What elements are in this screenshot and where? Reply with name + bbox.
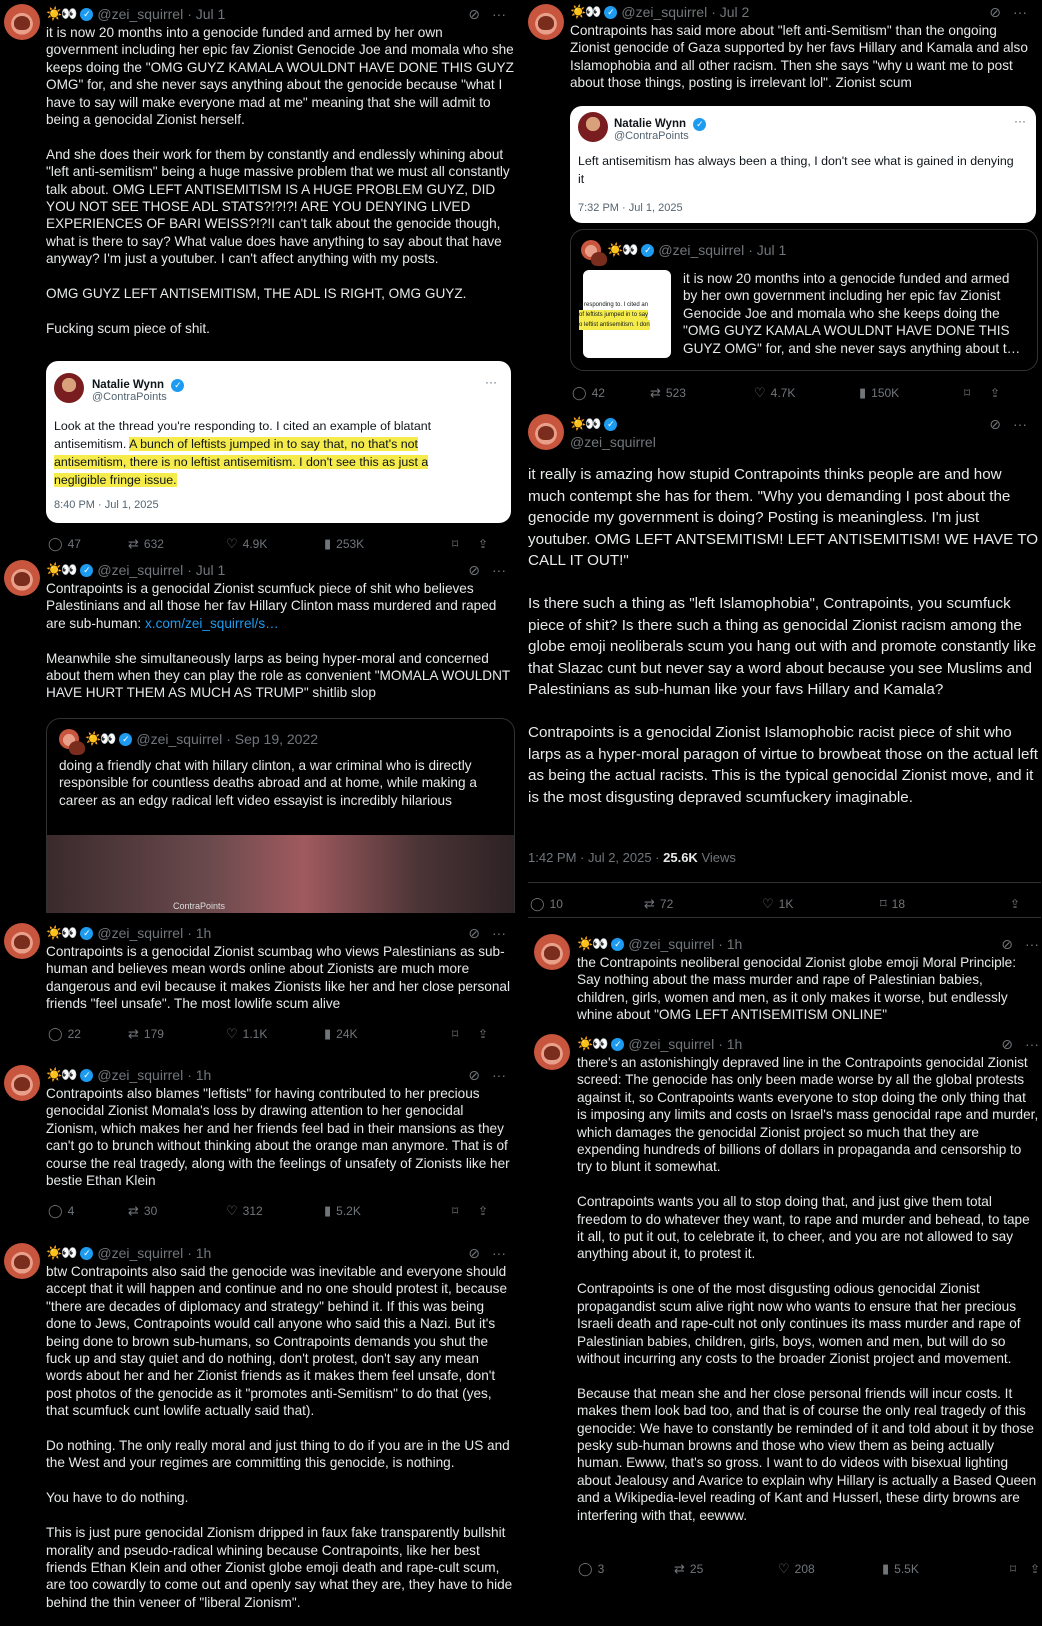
avatar[interactable] <box>534 1034 570 1070</box>
like-count: 4.7K <box>770 386 796 400</box>
views-button[interactable] <box>882 1561 1010 1577</box>
tweet-top-icons <box>468 6 506 23</box>
avatar[interactable] <box>4 560 40 596</box>
quoted-tweet-card[interactable] <box>46 718 515 913</box>
tweet-text: it is now 20 months into a genocide funded and armed by her own government including her epic fav Zionist Genocide Joe and momala who she keeps doing the "OMG GUYZ KAMALA WOULDNT HAVE DONE THIS GUYZ OMG" for, and she never says anything about the genocide because "what I have to say will make everyone mad at me" meaning that she will admit to being a genocidal Zionist herself. And she does their work for them by constantly and endlessly whining about "left anti-semitism" being a huge massive problem that we must all constantly talk about. OMG LEFT ANTISEMITISM IS A HUGE PROBLEM GUYZ, DID YOU NOT SEE THOSE ADL STATS?!?!?! ARE YOU DENYING LIVED EXPERIENCES OF BARI WEISS?!?!I can't talk about the genocide though, what is there to say? What value does have anything to say about that have anyway? I'm just a youtuber. I can't affect anything with my posts. OMG GUYZ LEFT ANTISEMITISM, THE ADL IS RIGHT, OMG GUYZ. Fucking scum piece of shit. <box>46 25 514 336</box>
retweet-icon: ⇄ <box>674 1561 685 1576</box>
views-count: 5.5K <box>894 1562 919 1576</box>
retweet-count: 632 <box>143 537 164 551</box>
views-number: 25.6K <box>663 850 698 865</box>
avatar[interactable] <box>4 1243 40 1279</box>
user-emojis: ☀️👀 <box>607 242 638 257</box>
views-count: 24K <box>336 1027 358 1041</box>
user-handle[interactable]: @zei_squirrel <box>628 1036 715 1052</box>
reply-icon: ◯ <box>48 1026 63 1041</box>
reply-count: 4 <box>67 1204 75 1218</box>
retweet-button[interactable] <box>128 536 226 552</box>
retweet-icon: ⇄ <box>644 896 655 911</box>
grok-icon[interactable]: ⊘ <box>989 416 1001 432</box>
tweet-time[interactable]: · 1h <box>187 1245 212 1261</box>
tweet-actions <box>572 385 1042 401</box>
retweet-count: 72 <box>659 897 674 911</box>
share-icon[interactable]: ⇪ <box>478 1204 489 1218</box>
tweet-time[interactable]: · 1h <box>187 1067 212 1083</box>
tweet-card[interactable] <box>0 919 520 1049</box>
grok-icon[interactable]: ⊘ <box>468 6 480 22</box>
tweet-text: the Contrapoints neoliberal genocidal Zionist globe emoji Moral Principle: Say nothing about the mass murder and rape of Palestinian babies, children, girls, women and men, as it only makes it worse, but endlessly whine about "OMG LEFT ANTISEMITISM ONLINE" <box>577 955 1020 1023</box>
tweet-header <box>577 936 742 952</box>
tweet-header <box>46 562 225 578</box>
reply-button[interactable] <box>48 1203 128 1219</box>
views-count: 253K <box>336 537 365 551</box>
quoted-user-handle: @ContraPoints <box>92 391 167 403</box>
reply-count: 47 <box>67 537 81 551</box>
user-emojis: ☀️👀 <box>85 731 116 746</box>
verified-badge-icon: ✓ <box>611 938 624 951</box>
heart-icon: ♡ <box>762 896 774 911</box>
tweet-header <box>46 925 211 941</box>
reply-count: 3 <box>597 1562 605 1576</box>
reply-button[interactable] <box>48 1026 128 1042</box>
more-icon[interactable]: ··· <box>1013 416 1027 432</box>
like-button[interactable] <box>754 385 859 401</box>
retweet-button[interactable] <box>644 896 762 912</box>
tweet-top-icons <box>1001 1036 1039 1053</box>
quoted-header <box>607 242 786 258</box>
reply-icon: ◯ <box>572 385 587 400</box>
quoted-timestamp: 8:40 PM · Jul 1, 2025 <box>54 499 159 511</box>
tweet-time[interactable]: · 1h <box>187 925 212 941</box>
like-button[interactable] <box>778 1561 882 1577</box>
tweet-top-icons <box>989 416 1027 433</box>
verified-badge-icon: ✓ <box>80 8 93 21</box>
thumb-line: o leftist antisemitism. I don <box>579 322 650 328</box>
tweet-time[interactable]: · 1h <box>718 936 743 952</box>
grok-icon[interactable]: ⊘ <box>468 925 480 941</box>
retweet-count: 30 <box>143 1204 158 1218</box>
tweet-header <box>570 4 749 20</box>
reply-button[interactable] <box>572 385 650 401</box>
tweet-text: there's an astonishingly depraved line in the Contrapoints genocidal Zionist screed: The genocide has only been made worse by all the global protests against it, so Contrapoints wants everyone to stop doing the only thing that is imposing any limits and costs on Israel's mass genocidal rape and murder, which damages the genocidal Zionist project so much that they are expending hundreds of billions of dollars in propaganda and censorship to try to blunt it somewhat. Contrapoints wants you all to stop doing that, and just give them total freedom to do whatever they want, to rape and murder and behead, to tape it all, to put it out, to celebrate it, to cheer, and you are not allowed to say anything about it, to protest it. Contrapoints is one of the most disgusting odious genocidal Zionist propagandist scum alive right now who wants to ensure that her precious Israeli death and rape-cult not only continues its mass murder and rape of Palestinian babies, children, girls, boys, women and men, but will do so without incurring any costs to the broader Zionist project and movement. Because that mean she and her close personal friends will incur costs. It makes them look bad too, and that is of course the only real tragedy of this genocide: We have to constantly be reminded of it and told about it by those pesky sub-human browns and those who view them as being actually human. Ewww, that's so gross. I want to do videos with bisexual lighting about Jealousy and Avarice to explain why Hillary is actually a Based Queen and a Wikipedia-level reading of Kant and Husserl, these dirty browns are interfering with that, eewww. <box>577 1055 1039 1523</box>
more-icon[interactable]: ··· <box>1013 4 1027 20</box>
views-label: Views <box>697 850 736 865</box>
views-count: 5.2K <box>336 1204 361 1218</box>
user-emojis: ☀️👀 <box>46 562 77 577</box>
verified-badge-icon: ✓ <box>611 1038 624 1051</box>
tweet-time[interactable]: · Jul 1 <box>187 562 226 578</box>
verified-badge-icon: ✓ <box>119 733 132 746</box>
retweet-icon: ⇄ <box>650 385 661 400</box>
views-button[interactable] <box>324 1203 452 1219</box>
retweet-count: 25 <box>689 1562 704 1576</box>
like-count: 1.1K <box>242 1027 268 1041</box>
thumb-line: e responding to. I cited an <box>579 302 649 308</box>
grok-icon[interactable]: ⊘ <box>1001 936 1013 952</box>
tweet-text: Contrapoints also blames "leftists" for having contributed to her precious genocidal Zionist Momala's loss by drawing attention to her genocidal Zionism, which makes her and her friends feel bad in their mansions as they can't go to brunch without thinking about the orange man anymore. That is of course the real tragedy, along with the feelings of unsafety of Zionists like her bestie Ethan Klein <box>46 1086 514 1189</box>
user-handle[interactable]: @zei_squirrel <box>97 6 184 22</box>
tweet-header <box>46 6 225 22</box>
retweet-icon: ⇄ <box>128 1203 139 1218</box>
quoted-text-plain: Look at the thread you're responding to. I cited an example of blatant antisemitism. <box>54 419 432 451</box>
tweet-header <box>570 416 617 432</box>
user-emojis: ☀️👀 <box>577 1036 608 1051</box>
avatar <box>578 112 608 142</box>
verified-badge-icon: ✓ <box>641 244 654 257</box>
quoted-time: · Sep 19, 2022 <box>226 731 319 747</box>
tweet-text-part: Meanwhile she simultaneously larps as being hyper-moral and concerned about them when they can play the role as convenient "MOMALA WOULDNT HAVE HURT THEM AS MUCH AS TRUMP" shitlib slop <box>46 650 510 701</box>
more-icon[interactable]: ··· <box>492 925 506 941</box>
user-emojis: ☀️👀 <box>46 1245 77 1260</box>
views-button[interactable] <box>324 1026 452 1042</box>
views-button[interactable] <box>859 385 964 401</box>
tweet-text <box>46 580 514 702</box>
tweet-time[interactable]: · Jul 2 <box>711 4 750 20</box>
more-icon[interactable]: ··· <box>492 562 506 578</box>
avatar[interactable] <box>528 4 564 40</box>
retweet-icon: ⇄ <box>128 536 139 551</box>
grok-icon[interactable]: ⊘ <box>468 562 480 578</box>
grok-icon[interactable]: ⊘ <box>1001 1036 1013 1052</box>
views-icon: ▮ <box>859 385 867 400</box>
reply-count: 22 <box>67 1027 81 1041</box>
user-handle[interactable]: @zei_squirrel <box>628 936 715 952</box>
views-icon: ▮ <box>882 1561 890 1576</box>
user-handle[interactable]: @zei_squirrel <box>621 4 708 20</box>
verified-badge-icon: ✓ <box>604 418 617 431</box>
avatar[interactable] <box>4 923 40 959</box>
share-icon[interactable]: ⇪ <box>1030 1562 1041 1576</box>
quoted-tweet-card[interactable] <box>46 361 511 523</box>
tweet-card[interactable] <box>520 932 1041 1032</box>
retweet-button[interactable] <box>128 1203 226 1219</box>
user-emojis: ☀️👀 <box>46 6 77 21</box>
quoted-text: Left antisemitism has always been a thing, I don't see what is gained in denying it <box>578 154 1014 186</box>
heart-icon: ♡ <box>226 536 238 551</box>
reply-button[interactable] <box>530 896 644 912</box>
user-emojis: ☀️👀 <box>577 936 608 951</box>
more-icon[interactable]: ··· <box>1025 936 1039 952</box>
tweet-timestamp <box>528 850 736 865</box>
heart-icon: ♡ <box>226 1203 238 1218</box>
reply-button[interactable] <box>48 536 128 552</box>
user-emojis: ☀️👀 <box>46 925 77 940</box>
retweet-button[interactable] <box>650 385 754 401</box>
like-count: 4.9K <box>242 537 268 551</box>
quoted-user-name: Natalie Wynn <box>92 379 164 391</box>
tweet-text: it really is amazing how stupid Contrapoints thinks people are and how much contempt she has for them. "Why you demanding I post about the genocide my government is doing? Posting is meaningless. I'm just youtuber. OMG LEFT ANTSEMITISM! LEFT ANTISEMITISM! WE HAVE TO CALL IT OUT!" Is there such a thing as "left Islamophobia", Contrapoints, you scumfuck piece of shit? Is there such a thing as genocidal Zionist racism among the globe emoji neoliberals scum you hang out with and promote constantly like that Slazac cunt but never say a word about because you see Muslims and Palestinians as sub-human like your favs Hillary and Kamala? Contrapoints is a genocidal Zionist Islamophobic racist piece of shit who larps as a hyper-moral paragon of virtue to browbeat those on the actual left as being the actual racists. This is the typical genocidal Zionist move, and it is the most disgusting depraved scumfuckery imaginable. <box>528 466 1039 806</box>
bookmark-icon: ⌑ <box>880 896 887 911</box>
more-icon[interactable]: ··· <box>1025 1036 1039 1052</box>
quoted-media[interactable] <box>47 835 514 913</box>
more-icon: ··· <box>485 375 497 389</box>
reply-button[interactable] <box>578 1561 674 1577</box>
tweet-card[interactable] <box>0 1061 520 1218</box>
verified-badge-icon: ✓ <box>80 564 93 577</box>
tweet-actions <box>48 536 512 552</box>
bookmark-button[interactable] <box>880 896 1010 912</box>
user-handle: @zei_squirrel <box>658 242 745 258</box>
thumb-line: of leftists jumped in to say <box>579 312 649 318</box>
like-button[interactable] <box>226 536 324 552</box>
share-icon[interactable]: ⇪ <box>1010 897 1021 911</box>
like-count: 208 <box>794 1562 815 1576</box>
quoted-text: doing a friendly chat with hillary clinton, a war criminal who is directly responsible for countless deaths abroad and at home, while making a career as an edgy radical left video essayist is incredibly hilarious <box>59 758 481 808</box>
retweet-button[interactable] <box>128 1026 226 1042</box>
views-icon: ▮ <box>324 1203 332 1218</box>
more-icon: ··· <box>1014 114 1026 128</box>
quoted-header <box>85 731 318 747</box>
heart-icon: ♡ <box>778 1561 790 1576</box>
tweet-card[interactable] <box>0 1239 520 1626</box>
bookmark-icon[interactable]: ⌑ <box>452 1027 459 1041</box>
verified-badge-icon: ✓ <box>80 1069 93 1082</box>
reply-icon: ◯ <box>48 1203 63 1218</box>
avatar <box>54 373 84 403</box>
tweet-card[interactable] <box>520 1032 1041 1626</box>
heart-icon: ♡ <box>754 385 766 400</box>
tweet-actions <box>578 1561 1041 1577</box>
tweet-card[interactable] <box>0 556 520 912</box>
tweet-top-icons <box>1001 936 1039 953</box>
tweet-text: Contrapoints has said more about "left anti-Semitism" than the ongoing Zionist genocide of Gaza supported by her favs Hillary and Kamala and also Islamophobia and all other racism. Then she says "why u want me to post about those things, posting is irrelevant lol". Zionist scum <box>570 23 1032 91</box>
quoted-thumbnail[interactable] <box>579 270 671 358</box>
user-emojis: ☀️👀 <box>570 4 601 19</box>
quoted-user-name: Natalie Wynn <box>614 118 686 130</box>
tweet-top-icons <box>468 562 506 579</box>
retweet-count: 179 <box>143 1027 164 1041</box>
tweet-actions <box>48 1026 512 1042</box>
avatar <box>59 729 79 749</box>
tweet-card-focused[interactable] <box>520 412 1041 918</box>
like-count: 1K <box>778 897 794 911</box>
tweet-text: btw Contrapoints also said the genocide was inevitable and everyone should accept that it will happen and continue and no one should protest it, because "there are decades of diplomacy and strategy" behind it. If this was being done to Jews, Contrapoints would call anyone who said this a Nazi. But it's being done to brown sub-humans, so Contrapoints demands you shut the fuck up and stay quiet and do nothing, don't protest, don't say any mean words about her and her Zionist friends as it makes them feel unsafe, don't post photos of the genocide as it "promotes anti-Semitism" to do that (yes, that scumfuck cunt lowlife actually said that). Do nothing. The only really moral and just thing to do if you are in the US and the West and your regimes are committing this genocide, is nothing. You have to do nothing. This is just pure genocidal Zionism dripped in faux fake transparently bullshit morality and pseudo-radical whining because Contrapoints, like her best friends Ethan Klein and other Zionist globe emoji death and rape-cult scum, are too cowardly to come out and openly say what they are, they have to hide behind the thin veneer of "liberal Zionism". <box>46 1264 513 1610</box>
divider <box>528 917 1041 918</box>
like-button[interactable] <box>762 896 880 912</box>
share-icon[interactable]: ⇪ <box>478 1027 489 1041</box>
bookmark-icon[interactable]: ⌑ <box>1010 1562 1017 1576</box>
like-button[interactable] <box>226 1203 324 1219</box>
verified-badge-icon: ✓ <box>171 379 184 392</box>
reply-icon: ◯ <box>530 896 545 911</box>
user-handle[interactable]: @zei_squirrel <box>97 1067 184 1083</box>
views-button[interactable] <box>324 536 452 552</box>
reply-icon: ◯ <box>578 1561 593 1576</box>
reply-count: 10 <box>549 897 563 911</box>
user-handle[interactable]: @zei_squirrel <box>97 925 184 941</box>
grok-icon[interactable]: ⊘ <box>989 4 1001 20</box>
grok-icon[interactable]: ⊘ <box>468 1067 480 1083</box>
avatar[interactable] <box>534 934 570 970</box>
user-emojis: ☀️👀 <box>570 416 601 431</box>
quoted-text-highlight: A bunch of leftists jumped in to say that, no that's not antisemitism, there is no leftist antisemitism. I don't see this as just a negligible fringe issue. <box>54 437 429 487</box>
tweet-text: Contrapoints is a genocidal Zionist scumbag who views Palestinians as sub-human and believes mean words online about Zionists are much more dangerous and evil because it makes Zionists like her and her close personal friends "feel unsafe". The most lowlife scum alive <box>46 944 514 1012</box>
divider <box>528 882 1041 883</box>
media-caption: ContraPoints <box>173 901 226 911</box>
user-handle: @zei_squirrel <box>136 731 223 747</box>
tweet-actions <box>530 896 1040 912</box>
share-icon[interactable]: ⇪ <box>478 537 489 551</box>
tweet-card[interactable] <box>520 0 1041 408</box>
heart-icon: ♡ <box>226 1026 238 1041</box>
retweet-icon: ⇄ <box>128 1026 139 1041</box>
quoted-user-handle: @ContraPoints <box>614 130 689 142</box>
bookmark-icon[interactable]: ⌑ <box>964 386 971 400</box>
bookmark-icon[interactable]: ⌑ <box>452 1204 459 1218</box>
timestamp-text[interactable]: 1:42 PM · Jul 2, 2025 · <box>528 850 664 865</box>
views-icon: ▮ <box>324 536 332 551</box>
tweet-text-part: Contrapoints is a genocidal Zionist scumfuck piece of shit who believes Palestinians and all those her fav Hillary Clinton mass murdered and raped are sub-human: <box>46 581 501 631</box>
reply-icon: ◯ <box>48 536 63 551</box>
avatar[interactable] <box>4 1065 40 1101</box>
more-icon[interactable]: ··· <box>492 1067 506 1083</box>
share-icon[interactable]: ⇪ <box>990 386 1001 400</box>
user-emojis: ☀️👀 <box>46 1067 77 1082</box>
quoted-text: it is now 20 months into a genocide funded and armed by her own government including her epic fav Zionist Genocide Joe and momala who she keeps doing the "OMG GUYZ KAMALA WOULDNT HAVE DONE THIS GUYZ OMG" for, and she never says anything about t… <box>683 271 1021 356</box>
retweet-button[interactable] <box>674 1561 778 1577</box>
views-count: 150K <box>871 386 900 400</box>
like-count: 312 <box>242 1204 263 1218</box>
user-handle[interactable]: @zei_squirrel <box>97 1245 184 1261</box>
views-icon: ▮ <box>324 1026 332 1041</box>
like-button[interactable] <box>226 1026 324 1042</box>
tweet-time[interactable]: · Jul 1 <box>187 6 226 22</box>
quoted-tweet-card[interactable] <box>570 106 1036 223</box>
avatar <box>581 240 601 260</box>
user-handle[interactable]: @zei_squirrel <box>97 562 184 578</box>
tweet-time[interactable]: · 1h <box>718 1036 743 1052</box>
user-handle[interactable]: @zei_squirrel <box>570 434 656 450</box>
tweet-top-icons <box>468 1245 506 1262</box>
reply-count: 42 <box>591 386 605 400</box>
tweet-top-icons <box>468 925 506 942</box>
avatar[interactable] <box>4 4 40 40</box>
grok-icon[interactable]: ⊘ <box>468 1245 480 1261</box>
tweet-top-icons <box>468 1067 506 1084</box>
quoted-time: · Jul 1 <box>748 242 787 258</box>
avatar[interactable] <box>528 414 564 450</box>
nested-quoted-tweet-card[interactable] <box>570 229 1038 371</box>
more-icon[interactable]: ··· <box>492 6 506 22</box>
tweet-header <box>577 1036 742 1052</box>
tweet-header <box>46 1067 211 1083</box>
bookmark-count: 18 <box>891 897 906 911</box>
verified-badge-icon: ✓ <box>693 118 706 131</box>
quoted-text <box>54 417 474 489</box>
tweet-link[interactable]: x.com/zei_squirrel/s… <box>145 615 279 631</box>
tweet-header <box>46 1245 211 1261</box>
tweet-actions <box>48 1203 512 1219</box>
bookmark-icon[interactable]: ⌑ <box>452 537 459 551</box>
retweet-count: 523 <box>665 386 686 400</box>
verified-badge-icon: ✓ <box>80 1247 93 1260</box>
tweet-card[interactable] <box>0 0 520 558</box>
verified-badge-icon: ✓ <box>80 927 93 940</box>
verified-badge-icon: ✓ <box>604 6 617 19</box>
more-icon[interactable]: ··· <box>492 1245 506 1261</box>
tweet-top-icons <box>989 4 1027 21</box>
quoted-timestamp: 7:32 PM · Jul 1, 2025 <box>578 202 683 214</box>
